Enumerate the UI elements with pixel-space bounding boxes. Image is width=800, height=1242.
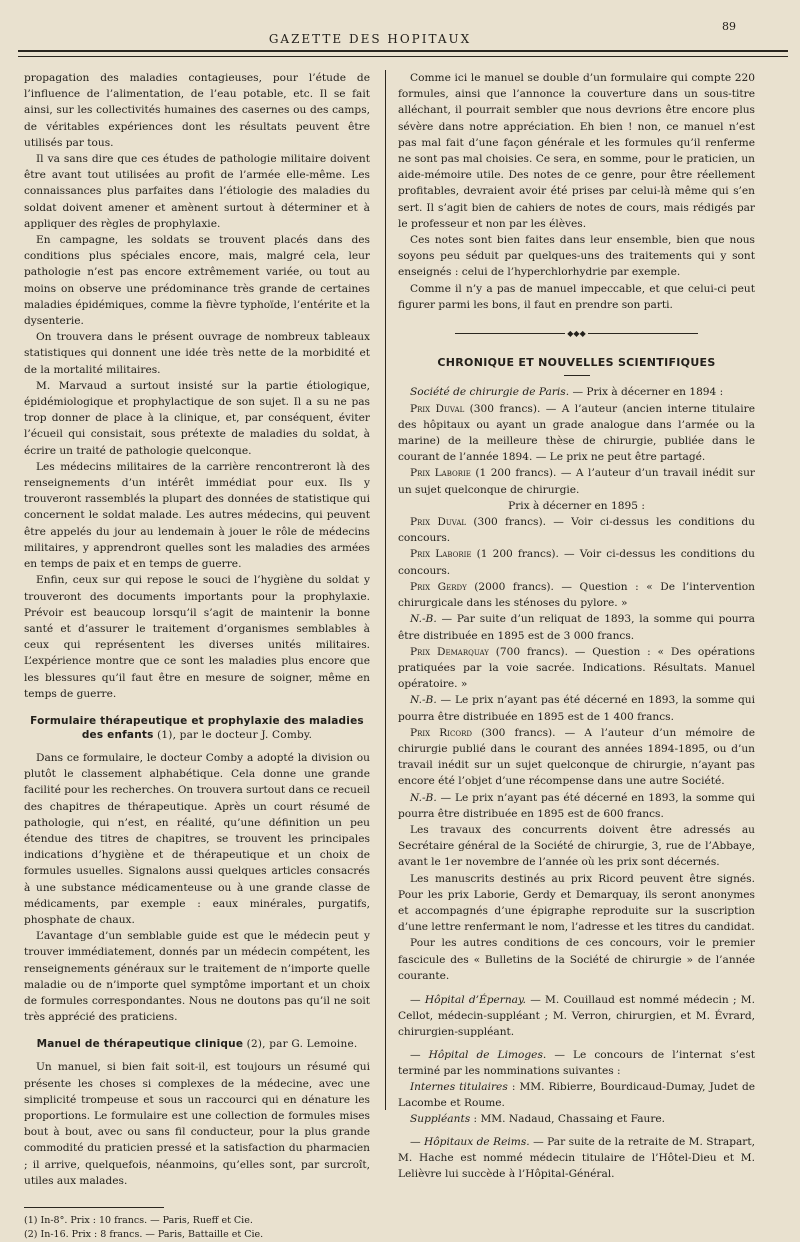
paragraph: M. Marvaud a surtout insisté sur la partie étiologique, épidémiologique et prophylactique de son sujet. Il a su ne pas trop donner de place à la clinique, et, par conséquent, éviter l’écueil qui consistait, sous prétexte de maladies du soldat, à écrire un traité de pathologie quelconque. <box>24 379 370 457</box>
paragraph: Comme il n’y a pas de manuel impeccable, et que celui-ci peut figurer parmi les bons, il faut en prendre son parti. <box>398 282 755 311</box>
footnote: (1) In-8°. Prix : 10 francs. — Paris, Rueff et Cie. <box>24 1215 253 1226</box>
header-rule-thin <box>18 56 788 57</box>
news-title: Hôpital de Limoges. <box>428 1048 547 1061</box>
review-heading-formulaire <box>24 714 370 742</box>
prize-text: (1 200 francs). — A l’auteur d’un travail inédit sur un sujet quelconque de chirurgie. <box>398 467 755 496</box>
header-rule <box>18 50 788 52</box>
ornament-divider: ◆◆◆ <box>398 325 755 341</box>
review-heading-manuel <box>24 1037 370 1051</box>
note-item <box>398 611 755 643</box>
prize-item <box>398 579 755 611</box>
heading-author: (2), par G. Lemoine. <box>243 1038 358 1051</box>
paragraph: Les médecins militaires de la carrière rencontreront là des renseignements d’un intérêt immédiat pour eux. Ils y trouveront rassemblés la plupart des données de statistique qui concernent le soldat malade. Les autres médecins, qui peuvent être appelés du jour au lendemain à jouer le rôle de médecins militaires, y apprendront quelles sont les maladies des armées en temps de paix et en temps de guerre. <box>24 460 370 571</box>
heading-title: Manuel de thérapeutique clinique <box>36 1038 244 1051</box>
note-text: — Le prix n’ayant pas été décerné en 1893, la somme qui pourra être distribuée en 1895 est de 1 400 francs. <box>398 694 755 723</box>
paragraph: En campagne, les soldats se trouvent placés dans des conditions plus spéciales encore, mais, malgré cela, leur pathologie n’est pas encore extrêmement variée, ou tout au moins on observe une prédominance très grande de certaines maladies épidémiques, comme la fièvre typhoïde, l’entérite et la dysenterie. <box>24 234 370 328</box>
item-text: — Prix à décerner en 1894 : <box>569 386 724 399</box>
prize-name: Prix Demarquay <box>410 645 489 658</box>
paragraph: Pour les autres conditions de ces concours, voir le premier fascicule des « Bulletins de la Société de chirurgie » de l’année courante. <box>398 937 755 982</box>
right-column <box>398 70 755 1182</box>
news-title: Hôpital d’Épernay. <box>424 993 526 1006</box>
prize-name: Prix Laborie <box>410 548 472 561</box>
left-column <box>24 70 370 1242</box>
prize-text: (300 francs). — A l’auteur d’un mémoire de chirurgie publié dans le courant des années 1894-1895, ou d’un travail inédit sur un sujet quelconque de chirurgie, n’ayant pas encore été l’objet d’une récompense dans une autre Société. <box>398 726 755 788</box>
note-item <box>398 692 755 724</box>
prize-item <box>398 644 755 693</box>
paragraph: Comme ici le manuel se double d’un formulaire qui compte 220 formules, ainsi que l’annonce la couverture dans un sous-titre alléchant, il pourrait sembler que nous devrions être encore plus sévère dans notre appréciation. Eh bien ! non, ce manuel n’est pas mal fait d’une façon générale et les formules qu’il renferme ne sont pas mal choisies. Ce sera, en somme, pour le praticien, un aide-mémoire utile. Des notes de ce genre, pour être réellement profitables, devraient avoir été prises par celui-là même qui s’en sert. Il s’agit bien de cahiers de notes de cours, mais rédigés par le professeur et non par les élèves. <box>398 72 755 230</box>
column-divider <box>385 70 386 1110</box>
paragraph: Les manuscrits destinés au prix Ricord peuvent être signés. Pour les prix Laborie, Gerdy et Demarquay, ils seront anonymes et accompagnés d’une épigraphe reproduite sur la suscription d’une lettre renfermant le nom, l’adresse et les titres du candidat. <box>398 872 755 934</box>
news-text: — Par suite de la retraite de M. Strapart, M. Hache est nommé médecin titulaire de l’Hôtel-Dieu et M. Lelièvre lui succède à l’Hôpital-Général. <box>398 1135 755 1180</box>
list-text: : MM. Ribierre, Bourdicaud-Dumay, Judet de Lacombe et Roume. <box>398 1080 755 1110</box>
paragraph: On trouvera dans le présent ouvrage de nombreux tableaux statistiques qui donnent une idée très nette de la morbidité et de la mortalité militaires. <box>24 331 370 376</box>
paragraph: Ces notes sont bien faites dans leur ensemble, bien que nous soyons peu séduit par quelques-uns des traitements qui y sont enseignés : celui de l’hyperchlorhydrie par exemple. <box>398 234 755 279</box>
note-label: N.-B. <box>410 613 437 626</box>
section-heading-chronique: CHRONIQUE ET NOUVELLES SCIENTIFIQUES <box>437 356 716 370</box>
prize-text: (1 200 francs). — Voir ci-dessus les conditions du concours. <box>398 548 755 577</box>
list-text: : MM. Nadaud, Chassaing et Faure. <box>470 1113 666 1126</box>
prize-name: Prix Duval <box>410 402 465 415</box>
prize-name: Prix Laborie <box>410 467 471 480</box>
prize-name: Prix Gerdy <box>410 580 467 593</box>
note-text: — Par suite d’un reliquat de 1893, la somme qui pourra être distribuée en 1895 est de 3 000 francs. <box>398 613 755 642</box>
prize-name: Prix Ricord <box>410 726 472 739</box>
prize-text: (300 francs). — Voir ci-dessus les conditions du concours. <box>398 516 755 545</box>
masthead-title: GAZETTE DES HOPITAUX <box>268 32 472 46</box>
prize-item <box>398 401 755 466</box>
news-title: Hôpitaux de Reims. <box>424 1135 530 1148</box>
note-label: N.-B. <box>410 694 437 707</box>
paragraph: L’avantage d’un semblable guide est que le médecin peut y trouver immédiatement, donnés par un médecin compétent, les renseignements généraux sur le traitement de n’importe quelle maladie ou de n’importe quel symptôme important et un choix de formules correspondantes. Nous ne doutons pas qu’il ne soit très apprécié des praticiens. <box>24 930 370 1024</box>
prize-text: (700 francs). — Question : « Des opérations pratiquées par la voie sacrée. Indications. Résultats. Manuel opératoire. » <box>398 645 755 691</box>
paragraph: Les travaux des concurrents doivent être adressés au Secrétaire général de la Société de chirurgie, 3, rue de l’Abbaye, avant le 1er novembre de l’année où les prix sont décernés. <box>398 823 755 869</box>
note-item <box>398 790 755 822</box>
paragraph: Enfin, ceux sur qui repose le souci de l’hygiène du soldat y trouveront des documents importants pour la prophylaxie. Prévoir est beaucoup lorsqu’il s’agit de maintenir la bonne santé et d’assurer le traitement d’organismes semblables à ceux qui représentent les diverses unités militaires. L’expérience montre que ce sont les maladies plus encore que les blessures qu’il faut être en mesure de soigner, même en temps de guerre. <box>24 574 370 700</box>
prize-item <box>398 725 755 790</box>
prize-name: Prix Duval <box>410 516 467 529</box>
list-label: Suppléants <box>410 1113 471 1126</box>
news-item: — Hôpitaux de Reims. — Par suite de la retraite de M. Strapart, M. Hache est nommé médecin titulaire de l’Hôtel-Dieu et M. Lelièvre lui succède à l’Hôpital-Général. <box>398 1135 755 1180</box>
paragraph: Un manuel, si bien fait soit-il, est toujours un résumé qui présente les choses si complexes de la médecine, avec une simplicité trompeuse et sous un raccourci qui en dénature les proportions. Le formulaire est une collection de formules mises bout à bout, avec ou sans fil conducteur, pour la plus grande commodité du praticien pressé et la satisfaction du pharmacien ; il arrive, quelquefois, néanmoins, qu’elles sont, par surcroît, utiles aux malades. <box>24 1061 370 1187</box>
prize-item <box>398 465 755 497</box>
news-item: — Hôpital de Limoges. — Le concours de l’internat s’est terminé par les nomminations suivantes : <box>398 1048 756 1077</box>
prize-item <box>398 546 755 578</box>
prize-item <box>398 514 755 546</box>
news-text: — Le concours de l’internat s’est terminé par les nomminations suivantes : <box>398 1048 756 1077</box>
paragraph: Il va sans dire que ces études de pathologie militaire doivent être avant tout utilisées au profit de l’armée elle-même. Les connaissances plus parfaites dans l’étiologie des maladies du soldat doivent amener et amènent surtout à déterminer et à appliquer des règles de prophylaxie. <box>24 153 370 230</box>
year-heading: Prix à décerner en 1895 : <box>508 499 645 512</box>
news-item: — Hôpital d’Épernay. — M. Couillaud est nommé médecin ; M. Cellot, médecin-suppléant ; M. Verron, chirurgien, et M. Évrard, chirurgien-suppléant. <box>398 993 755 1039</box>
prize-text: (2000 francs). — Question : « De l’intervention chirurgicale dans les sténoses du pylore. » <box>398 580 755 610</box>
footnote-rule <box>24 1207 164 1208</box>
item-title: Société de chirurgie de Paris. <box>410 386 570 399</box>
news-text: — M. Couillaud est nommé médecin ; M. Cellot, médecin-suppléant ; M. Verron, chirurgien, et M. Évrard, chirurgien-suppléant. <box>398 993 755 1039</box>
page-number: 89 <box>722 20 736 33</box>
paragraph: Dans ce formulaire, le docteur Comby a adopté la division ou plutôt le classement alphabétique. Cela donne une grande facilité pour les recherches. On trouvera surtout dans ce recueil des chapitres de thérapeutique. Après un court résumé de pathologie, qui n’est, en réalité, qu’une définition un peu étendue des titres de chapitres, se trouvent les principales indications d’hygiène et de thérapeutique et un choix de formules usuelles. Signalons aussi quelques articles consacrés à une substance médicamenteuse ou à une grande classe de médicaments, par exemple : eaux minérales, purgatifs, phosphate de chaux. <box>24 751 370 926</box>
section-rule <box>564 375 590 376</box>
heading-title: Formulaire thérapeutique et prophylaxie des maladies des enfants <box>30 714 364 741</box>
list-item <box>398 1079 755 1111</box>
list-item <box>398 1111 755 1127</box>
note-label: N.-B. <box>410 791 437 804</box>
prize-text: (300 francs). — A l’auteur (ancien interne titulaire des hôpitaux ou ayant un grade analogue dans l’armée ou la marine) de la meilleure thèse de chirurgie, publiée dans le courant de l’année 1894. — Le prix ne peut être partagé. <box>398 402 755 464</box>
list-label: Internes titulaires <box>410 1080 508 1093</box>
heading-author: (1), par le docteur J. Comby. <box>153 728 313 741</box>
paragraph: propagation des maladies contagieuses, pour l’étude de l’influence de l’alimentation, de l’eau potable, etc. Il se fait ainsi, sur les collectivités humaines des casernes ou des camps, de véritables expériences dont les résultats peuvent être utilisés par tous. <box>24 72 370 149</box>
footnote: (2) In-16. Prix : 8 francs. — Paris, Battaille et Cie. <box>24 1229 264 1240</box>
paragraph <box>398 384 755 400</box>
note-text: — Le prix n’ayant pas été décerné en 1893, la somme qui pourra être distribuée en 1895 est de 600 francs. <box>398 791 755 820</box>
